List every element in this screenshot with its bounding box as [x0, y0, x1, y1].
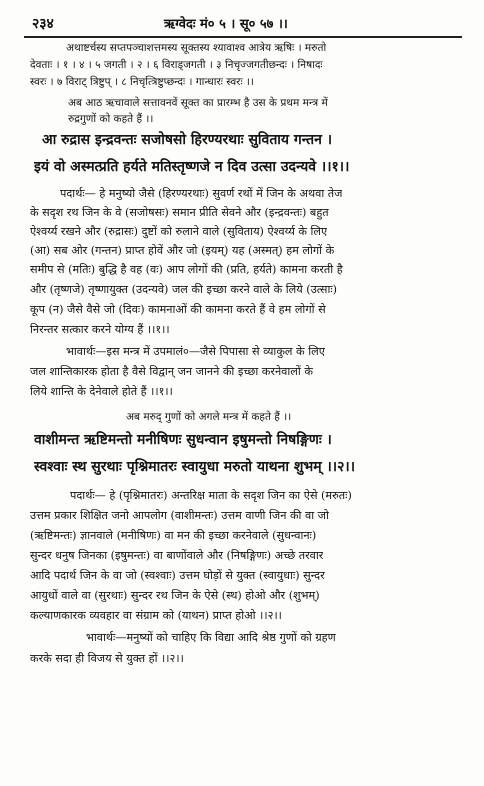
running-title: ऋग्वेदः मं० ५ । सू० ५७ ।।: [164, 17, 288, 32]
sukta-info-line: अथाष्टर्चस्य सप्तपञ्चाशत्तमस्य सूक्तस्य श्यावाश्व आत्रेय ऋषिः । मरुतो: [66, 42, 327, 54]
bhavartha-line: भावार्थः—इस मन्त्र में उपमालं०—जैसे पिपासा से व्याकुल के लिए: [66, 345, 325, 358]
mantra-line: स्वश्वाः स्थ सुरथाः पृश्निमातरः स्वायुधा मरुतो याथना शुभम् ।।२।।: [34, 459, 356, 475]
padartha-line: ऐश्वर्य्य रखने और (रुद्रासः) दुष्टों को रुलाने वाले (सुविताय) ऐश्वर्य्य के लिए: [30, 225, 328, 238]
padartha-line: निरन्तर सत्कार करने योग्य हैं ।।१।।: [30, 323, 170, 336]
mantra-line: इयं वो अस्मत्प्रति हर्यते मतिस्तृष्णजे न दिव उत्सा उदन्यवे ।।१।।: [34, 159, 350, 175]
intro-line: अब मरुद् गुणों को अगले मन्त्र में कहते हैं ।।: [126, 411, 292, 423]
intro-line: अब आठ ऋचावाले सत्तावनवें सूक्त का प्रारम्भ है उस के प्रथम मन्त्र में: [68, 97, 328, 109]
mantra-line: आ रुद्रास इन्द्रवन्तः सजोषसो हिरण्यरथाः सुविताय गन्तन ।: [42, 132, 333, 148]
padartha-line: पदार्थः— हे (पृश्निमातरः) अन्तरिक्ष माता के सदृश जिन का ऐसे (मरुतः): [70, 489, 352, 502]
page-number: २३४: [32, 16, 54, 32]
padartha-line: उत्तम प्रकार शिक्षित जनो आपलोग (वाशीमन्तः) उत्तम वाणी जिन की वा जो: [30, 509, 329, 522]
sukta-info-line: स्वरः । ७ विराट् त्रिष्टुप् । ८ निचृत्त्रिष्टुप्छन्दः । गान्धारः स्वरः ।।: [30, 76, 254, 88]
bhavartha-line: भावार्थः—मनुष्यों को चाहिए कि विद्या आदि श्रेष्ठ गुणों को ग्रहण: [86, 631, 336, 644]
padartha-line: (आ) सब ओर (गन्तन) प्राप्त होवें और जो (इयम्) यह (अस्मत्) हम लोगों के: [30, 244, 335, 257]
padartha-line: पदार्थः— हे मनुष्यो जैसे (हिरण्यरथाः) सुवर्ण रथों में जिन के अथवा तेज: [60, 187, 343, 200]
intro-line: रुद्रगुणों को कहते हैं ।।: [68, 113, 154, 125]
padartha-line: (ऋष्टिमन्तः) ज्ञानवाले (मनीषिणः) वा मन की इच्छा करनेवाले (सुधन्वानः): [30, 529, 317, 542]
padartha-line: और (तृष्णजे) तृष्णायुक्त (उदन्यवे) जल की इच्छा करने वाले के लिये (उत्साः): [30, 283, 338, 296]
bhavartha-line: जल शान्तिकारक होता है वैसे विद्वान् जन जानने की इच्छा करनेवालों के: [30, 365, 313, 378]
padartha-line: सुन्दर धनुष जिनका (इषुमन्तः) वा बाणोंवाले और (निषङ्गिणः) अच्छे तरवार: [30, 549, 324, 562]
padartha-line: के सदृश रथ जिन के वे (सजोषसः) समान प्रीति सेवने और (इन्द्रवन्तः) बहुत: [30, 206, 329, 219]
page-header: [24, 12, 454, 34]
padartha-line: आदि पदार्थ जिन के वा जो (स्वश्वाः) उत्तम घोड़ों से युक्त (स्वायुधाः) सुन्दर: [30, 569, 325, 582]
padartha-line: आयुधों वाले वा (सुरथाः) सुन्दर रथ जिन के ऐसे (स्थ) होओ और (शुभम्): [30, 589, 320, 602]
sukta-info-line: देवताः । १ । ४ । ५ जगती । २ । ६ विराड्जगती । ३ निचृज्जगतीछन्दः । निषादः: [30, 59, 323, 71]
header-rule: [24, 36, 462, 38]
mantra-line: वाशीमन्त ऋष्टिमन्तो मनीषिणः सुधन्वान इषुमन्तो निषङ्गिणः ।: [34, 432, 332, 448]
padartha-line: कल्याणकारक व्यवहार वा संग्राम को (याथन) प्राप्त होओ ।।२।।: [30, 609, 282, 622]
padartha-line: कूप (न) जैसे वैसे जो (दिवः) कामनाओं की कामना करते हैं वे हम लोगों से: [30, 303, 326, 316]
padartha-line: समीप से (मतिः) बुद्धि है वह (वः) आप लोगों की (प्रति, हर्यते) कामना करती है: [30, 263, 343, 276]
bhavartha-line: लिये शान्ति के देनेवाले होते हैं ।।१।।: [30, 385, 173, 398]
bhavartha-line: करके सदा ही विजय से युक्त हों ।।२।।: [30, 652, 184, 665]
